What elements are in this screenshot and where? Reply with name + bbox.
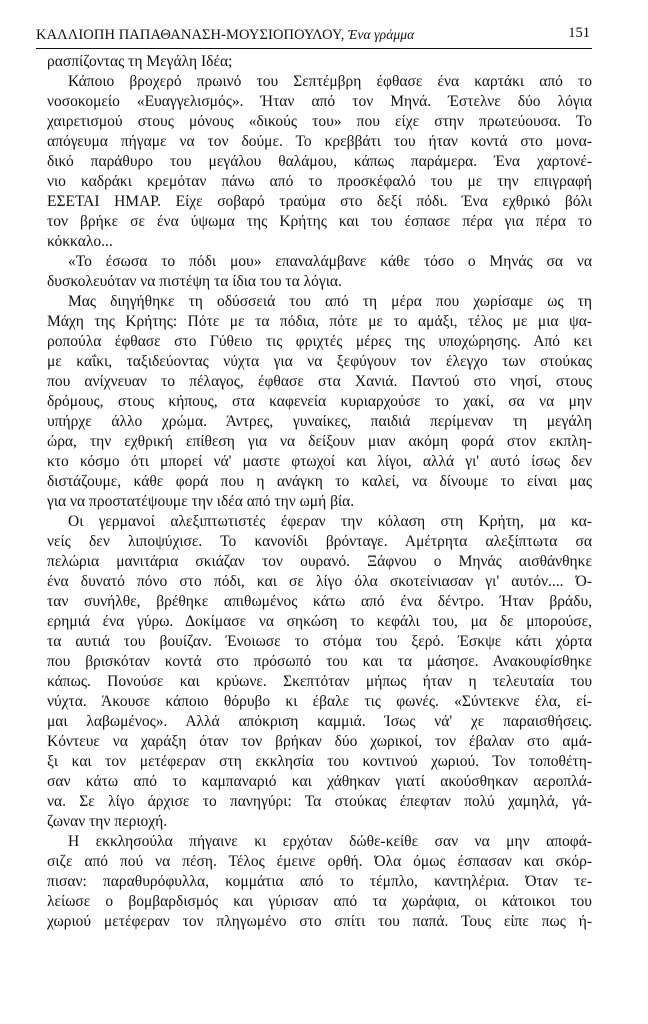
- text-line: νείς δεν λιποψύχισε. Το κανονίδι βρόνταγε. Αμέτρητα αλεξίπτωτα σα: [47, 533, 592, 550]
- text-line: για να προστατέψουμε την ιδέα από την ωμή βία.: [47, 493, 355, 510]
- text-line: Η εκκλησούλα πήγαινε κι ερχόταν δώθε-κείθε σαν να μην αποφά-: [68, 833, 592, 850]
- text-line: δικό παράθυρο του μεγάλου θαλάμου, κάπως παράμερα. Ένα χαρτονέ-: [47, 153, 592, 170]
- text-line: σιζε από πού να πέση. Τέλος έμεινε ορθή. Όλα όμως έσπασαν και σκόρ-: [47, 853, 592, 870]
- text-line: πισαν: παραθυρόφυλλα, κομμάτια από το τέμπλο, καντηλέρια. Όταν τε-: [47, 873, 592, 890]
- text-line: «Το έσωσα το πόδι μου» επαναλάμβανε κάθε τόσο ο Μηνάς σα να: [68, 253, 592, 270]
- text-line: με καΐκι, ταξιδεύοντας νύχτα για να ξεφύγουν τον έλεγχο των στούκας: [47, 353, 592, 370]
- text-line: που ανίχνευαν το πέλαγος, έφθασε στα Χανιά. Παντού στο νησί, στους: [47, 373, 592, 390]
- text-line: χαιρετισμού στους μόνους «δικούς του» που είχε στην πρωτεύουσα. Το: [47, 113, 592, 130]
- text-line: τα αυτιά του βουίζαν. Ένοιωσε το στόμα του ξερό. Έσκψε κάτι χόρτα: [47, 633, 592, 650]
- text-line: ερημιά ένα γύρω. Δοκίμασε να σηκώση το κεφάλι του, μα δε μπορούσε,: [47, 613, 592, 630]
- text-line: σαν κάτω από το καμπαναριό και χάθηκαν γιατί ακούσθηκαν αεροπλά-: [47, 773, 592, 790]
- text-line: μαι λαβωμένος». Αλλά απόκριση καμμιά. Ίσως νά' χε παραισθήσεις.: [47, 713, 592, 730]
- text-line: ρασπίζοντας τη Μεγάλη Ιδέα;: [47, 53, 233, 70]
- text-line: κτο κόσμο ότι μπορεί νά' μαστε φτωχοί και λίγοι, αλλά γι' αυτό ίσως δεν: [47, 453, 592, 470]
- text-line: υπήρχε άλλο χρώμα. Άντρες, γυναίκες, παιδιά περίμεναν τη μεγάλη: [47, 413, 592, 430]
- text-line: νιο καδράκι κρεμόταν πάνω από το προσκέφαλό του με την επιγραφή: [47, 173, 592, 190]
- text-line: νοσοκομείο «Ευαγγελισμός». Ήταν από τον Μηνά. Έστελνε δύο λόγια: [47, 93, 592, 110]
- text-line: δρόμους, στους κήπους, στα καφενεία κυριαρχούσε το χακί, σα να μην: [47, 393, 592, 410]
- running-head-author: [36, 27, 414, 44]
- page-number: 151: [568, 25, 590, 41]
- text-line: Μας διηγήθηκε τη οδύσσειά του από τη μέρα που χωρίσαμε ως τη: [68, 293, 592, 310]
- text-line: πελώρια μανιτάρια σκιάζαν τον ουρανό. Ξάφνου ο Μηνάς αισθάνθηκε: [47, 553, 592, 570]
- header-rule: [36, 48, 592, 49]
- text-line: κόκκαλο...: [47, 233, 113, 250]
- text-line: ξι και τον μετέφεραν στη εκκλησία του κοντινού χωριού. Τον τοποθέτη-: [47, 753, 592, 770]
- text-line: που βρισκόταν κοντά στο πρόσωπό του και τα μάσησε. Ανακουφίσθηκε: [47, 653, 592, 670]
- text-line: δυσκολευόταν να πιστέψη τα ίδια του τα λόγια.: [47, 273, 342, 290]
- text-line: ταν συνήλθε, βρέθηκε απιθωμένος κάτω από ένα δέντρο. Ήταν βράδυ,: [47, 593, 592, 610]
- text-line: λείωσε ο βομβαρδισμός και γύρισαν από τα χωράφια, οι κάτοικοι του: [47, 893, 592, 910]
- author-name: ΚΑΛΛΙΟΠΗ ΠΑΠΑΘΑΝΑΣΗ-ΜΟΥΣΙΟΠΟΥΛΟΥ,: [36, 27, 345, 43]
- text-line: να. Σε λίγο άρχισε το πανηγύρι: Τα στούκας έπεφταν πολύ χαμηλά, γά-: [47, 793, 592, 810]
- text-line: Κάποιο βροχερό πρωινό του Σεπτέμβρη έφθασε ένα καρτάκι από το: [68, 73, 592, 90]
- text-line: Μάχη της Κρήτης: Πότε με τα πόδια, πότε με το αμάξι, τέλος με μια ψα-: [47, 313, 592, 330]
- text-line: διστάζουμε, κάθε φορά που η ανάγκη το καλεί, να δίνουμε το είναι μας: [47, 473, 592, 490]
- text-line: ΕΣΕΤΑΙ ΗΜΑΡ. Είχε σοβαρό τραύμα στο δεξί πόδι. Ένα εχθρικό βόλι: [47, 193, 592, 210]
- text-line: νύχτα. Άκουσε κάποιο θόρυβο κι έβαλε τις φωνές. «Σύντεκνε έλα, εί-: [47, 693, 592, 710]
- text-line: Κόντευε να χαράξη όταν τον βρήκαν δύο χωρικοί, τον έβαλαν στο αμά-: [47, 733, 592, 750]
- text-line: ροπούλα έφθασε στο Γύθειο τις φριχτές μέρες της υποχώρησης. Από κει: [47, 333, 592, 350]
- running-head: [36, 24, 592, 48]
- running-head-title: Ένα γράμμα: [348, 27, 415, 42]
- text-line: ένα δυνατό πόνο στο πόδι, και σε λίγο όλα σκοτείνιασαν γι' αυτόν.... Ό-: [47, 573, 592, 590]
- text-line: ζωναν την περιοχή.: [47, 813, 168, 830]
- body-text: [47, 52, 592, 932]
- text-line: ώρα, την εχθρική επίθεση για να δείξουν μιαν ακόμη φορά στον εκπλη-: [47, 433, 592, 450]
- text-line: τον βρήκε σε ένα ύψωμα της Κρήτης και του έσπασε πέρα για πέρα το: [47, 213, 592, 230]
- text-line: Οι γερμανοί αλεξιπτωτιστές έφεραν την κόλαση στη Κρήτη, μα κα-: [68, 513, 592, 530]
- text-line: κάπως. Πονούσε και κρύωνε. Σκεπτόταν μήπως ήταν η τελευταία του: [47, 673, 592, 690]
- text-line: απόγευμα πήγαμε να τον δούμε. Το κρεββάτι του ήταν κοντά στο μονα-: [47, 133, 592, 150]
- text-line: χωριού μετέφεραν τον πληγωμένο στο σπίτι του παπά. Τους είπε πως ή-: [47, 913, 592, 930]
